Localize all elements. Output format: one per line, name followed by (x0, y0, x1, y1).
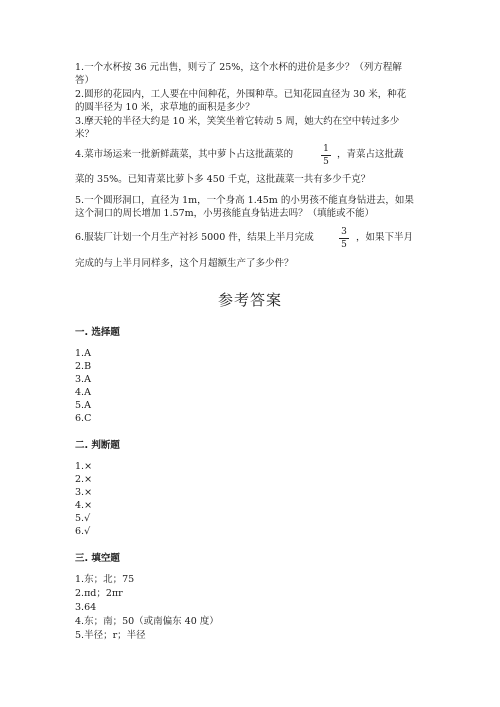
question-1-line-2: 答） (75, 75, 95, 86)
section-heading-choice: 一. 选择题 (75, 327, 120, 338)
fraction-denominator: 5 (341, 240, 347, 250)
answer-item: 1.× (75, 461, 93, 472)
answer-item: 3.× (75, 487, 93, 498)
answer-item: 6.√ (75, 526, 91, 537)
question-1-line-1: 1.一个水杯按 36 元出售，则亏了 25%，这个水杯的进价是多少？（列方程解 (75, 62, 402, 73)
question-6-fraction (339, 227, 349, 250)
answer-item: 1.A (75, 348, 91, 359)
answer-item: 2.× (75, 474, 93, 485)
fraction-denominator: 5 (323, 157, 329, 167)
answer-item: 5.√ (75, 513, 91, 524)
fraction-numerator: 3 (341, 227, 347, 237)
answer-item: 2.πd；2πr (75, 588, 123, 599)
question-5-line-2: 这个洞口的周长增加 1.57m，小男孩能直身钻进去吗？（填能或不能） (75, 208, 375, 219)
question-6-text-before: 6.服装厂计划一个月生产衬衫 5000 件，结果上半月完成 (75, 232, 314, 243)
fraction-bar (321, 155, 331, 156)
question-3-line-2: 米？ (75, 129, 95, 140)
question-4-line-2: 菜的 35%。已知青菜比萝卜多 450 千克，这批蔬菜一共有多少千克？ (75, 174, 371, 185)
answer-item: 1.东；北；75 (75, 574, 135, 585)
question-4-text-after: ，青菜占这批蔬 (337, 149, 404, 160)
question-5-line-1: 5.一个圆形洞口，直径为 1m，一个身高 1.45m 的小男孩不能直身钻进去，如果 (75, 195, 414, 206)
answer-item: 4.× (75, 500, 93, 511)
question-3-line-1: 3.摩天轮的半径大约是 10 米，笑笑坐着它转动 5 周，她大约在空中转过多少 (75, 116, 400, 127)
fraction-bar (339, 238, 349, 239)
answer-item: 2.B (75, 361, 92, 372)
answer-item: 4.A (75, 387, 91, 398)
question-4-fraction (321, 144, 331, 167)
section-heading-fill: 三. 填空题 (75, 553, 120, 564)
question-4-text-before: 4.菜市场运来一批新鲜蔬菜，其中萝卜占这批蔬菜的 (75, 149, 294, 160)
answer-item: 4.东；南；50（或南偏东 40 度） (75, 616, 219, 627)
answer-item: 3.A (75, 374, 91, 385)
fraction-numerator: 1 (323, 144, 329, 154)
question-6-text-after: ，如果下半月 (356, 232, 414, 243)
answer-item: 5.A (75, 400, 91, 411)
answer-item: 3.64 (75, 602, 97, 613)
answer-item: 6.C (75, 413, 92, 424)
question-2-line-2: 的圆半径为 10 米，求草地的面积是多少？ (75, 102, 255, 113)
section-heading-judgement: 二. 判断题 (75, 440, 120, 451)
question-2-line-1: 2.圆形的花园内，工人要在中间种花，外围种草。已知花园直径为 30 米，种花 (75, 89, 407, 100)
answer-title: 参考答案 (217, 291, 282, 309)
question-6-line-2: 完成的与上半月同样多，这个月超额生产了多少件？ (75, 258, 294, 269)
answer-item: 5.半径；r；半径 (75, 630, 146, 641)
